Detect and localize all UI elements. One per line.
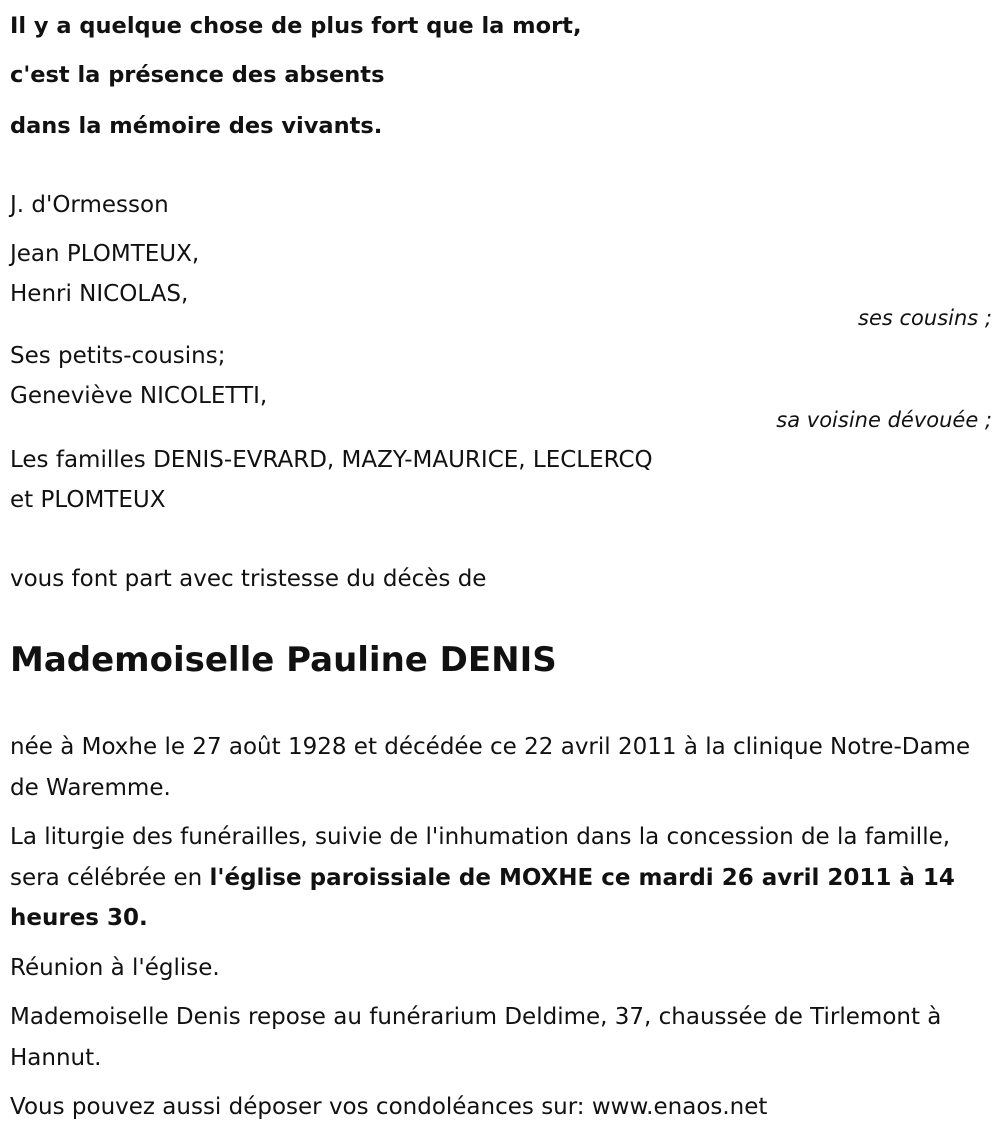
voisine-role: sa voisine dévouée ;: [776, 408, 992, 432]
reunion-paragraph: Réunion à l'église.: [10, 955, 220, 981]
cousin-name-2: Henri NICOLAS,: [10, 281, 189, 307]
birth-death-paragraph: née à Moxhe le 27 août 1928 et décédée ce 22 avril 2011 à la clinique Notre-Dame de Waremme.: [10, 734, 971, 801]
familles-line-1: Les familles DENIS-EVRARD, MAZY-MAURICE, LECLERCQ: [10, 447, 653, 473]
quote-author: J. d'Ormesson: [10, 192, 169, 218]
funeral-paragraph: [10, 817, 984, 939]
funeral-church-datetime: l'église paroissiale de MOXHE ce mardi 26 avril 2011 à 14 heures 30.: [10, 864, 955, 931]
cousin-name-1: Jean PLOMTEUX,: [10, 241, 200, 267]
voisine-name: Geneviève NICOLETTI,: [10, 383, 268, 409]
repose-paragraph: Mademoiselle Denis repose au funérarium Deldime, 37, chaussée de Tirlemont à Hannut.: [10, 1004, 942, 1071]
cousins-role: ses cousins ;: [858, 306, 992, 330]
petits-cousins: Ses petits-cousins;: [10, 343, 226, 369]
familles-line-2: et PLOMTEUX: [10, 487, 166, 513]
quote-line-1: Il y a quelque chose de plus fort que la mort,: [10, 13, 582, 39]
condoleances-paragraph: Vous pouvez aussi déposer vos condoléances sur: www.enaos.net: [10, 1094, 768, 1120]
quote-line-2: c'est la présence des absents: [10, 62, 385, 88]
deceased-name: Mademoiselle Pauline DENIS: [10, 640, 557, 680]
announcement-intro: vous font part avec tristesse du décès de: [10, 566, 487, 592]
funeral-text: La liturgie des funérailles, suivie de l'inhumation dans la concession de la famille, sera célébrée en: [10, 824, 951, 891]
quote-line-3: dans la mémoire des vivants.: [10, 113, 383, 139]
